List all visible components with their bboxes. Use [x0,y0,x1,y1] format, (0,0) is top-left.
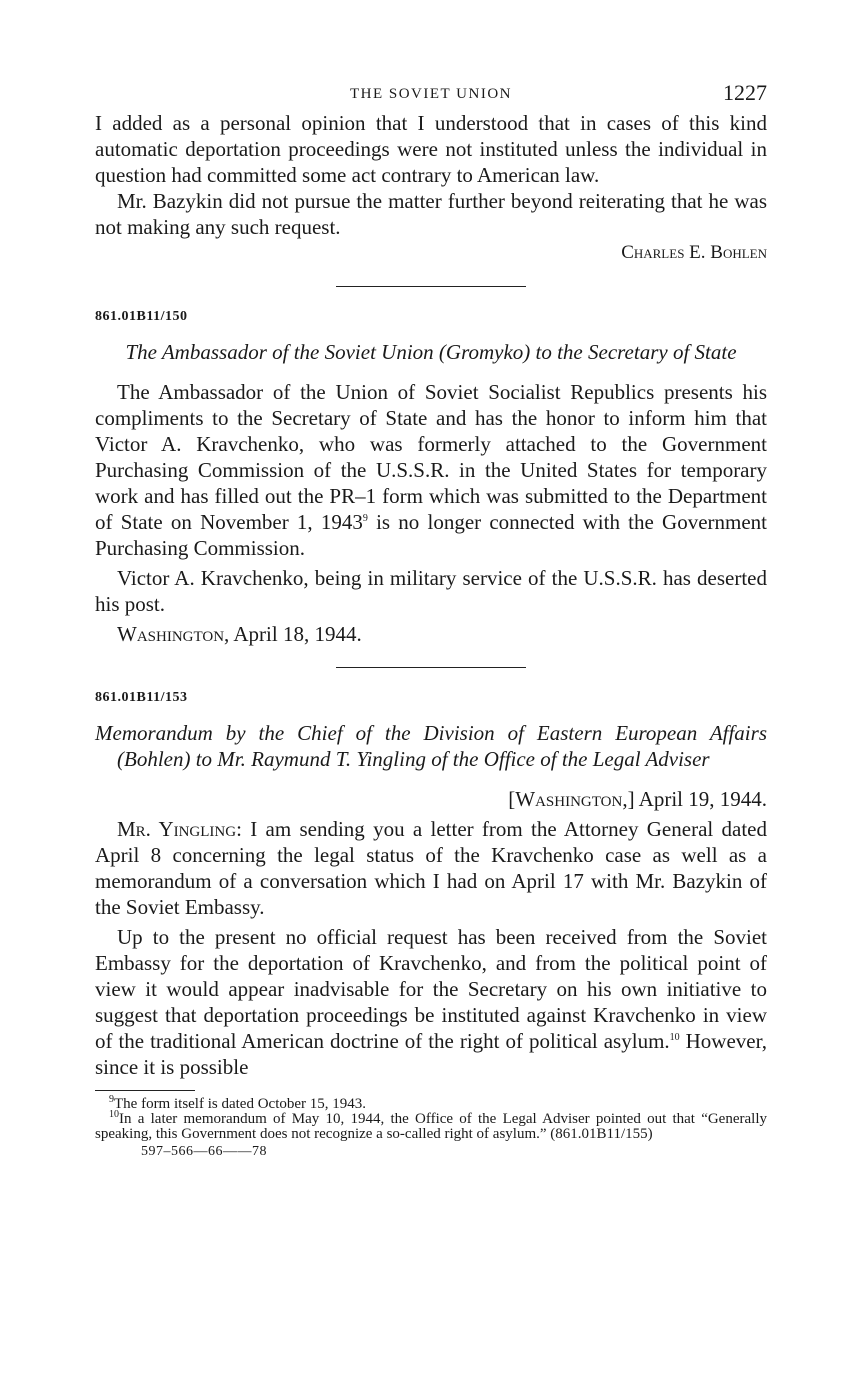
section-divider [336,286,526,287]
section-divider [336,667,526,668]
footnote-divider [95,1090,195,1091]
dateline-place: Washington [515,787,623,811]
dateline-bracket: [ [508,787,516,811]
dateline-date: , April 18, 1944. [224,622,362,646]
paragraph: I added as a personal opinion that I understood that in cases of this kind automatic deportation proceedings were not instituted unless the individual in question had committed some act contrary to American law. [95,111,767,187]
signature: Charles E. Bohlen [621,242,767,263]
file-number: 861.01B11/153 [95,690,188,705]
document-page [95,78,767,1160]
dateline [95,621,767,647]
paragraph-text: Up to the present no official request has been received from the Soviet Embassy for the deportation of Kravchenko, and from the political point of view it would appear inadvisable for the Secretary on his own initiative to suggest that deportation proceedings be instituted against Kravchenko in view of the traditional American doctrine of the right of political asylum. [95,925,767,1053]
document-title: The Ambassador of the Soviet Union (Gromyko) to the Secretary of State [125,340,737,364]
file-number: 861.01B11/150 [95,309,188,324]
footnote-ref: 9 [362,513,368,524]
footnote-text: In a later memorandum of May 10, 1944, the Office of the Legal Adviser pointed out that “Generally speaking, this Government does not recognize a so-called right of asylum.” (861.01B11/155) [95,1111,767,1142]
paragraph [95,924,767,1080]
paragraph [95,816,767,920]
dateline [95,786,767,812]
footnote-mark: 9 [109,1094,114,1105]
footnote-mark: 10 [109,1109,119,1120]
document-title: Memorandum by the Chief of the Division of Eastern European Affairs (Bohlen) to Mr. Raymund T. Yingling of the Office of the Legal Adviser [95,721,767,771]
salutation: Mr. Yingling [117,817,237,841]
footnote-text: The form itself is dated October 15, 1943. [114,1096,367,1112]
paragraph-text: is no longer connected with the Government Purchasing Commission. [95,510,768,560]
running-head [95,78,767,110]
footnote [95,1094,767,1112]
paragraph: Mr. Bazykin did not pursue the matter further beyond reiterating that he was not making any such request. [95,189,767,239]
paragraph: Victor A. Kravchenko, being in military service of the U.S.S.R. has deserted his post. [95,566,767,616]
footnote [95,1109,767,1142]
printer-code: 597–566—66——78 [141,1144,267,1159]
footnote-ref: 10 [669,1032,680,1043]
paragraph-text: The Ambassador of the Union of Soviet Socialist Republics presents his compliments to the Secretary of State and has the honor to inform him that Victor A. Kravchenko, who was formerly attached to the Government Purchasing Commission of the U.S.S.R. in the United States for temporary work and has filled out the PR–1 form which was submitted to the Department of State on November 1, 1943 [95,380,767,534]
paragraph-text: : I am sending you a letter from the Attorney General dated April 8 concerning the legal status of the Kravchenko case as well as a memorandum of a conversation which I had on April 17 with Mr. Bazykin of the Soviet Embassy. [95,817,767,919]
paragraph [95,379,767,561]
running-title: THE SOVIET UNION [349,86,513,102]
dateline-date: ,] April 19, 1944. [622,787,767,811]
paragraph-text: However, since it is possible [95,1029,768,1079]
dateline-place: Washington [117,622,225,646]
page-number: 1227 [723,80,767,105]
